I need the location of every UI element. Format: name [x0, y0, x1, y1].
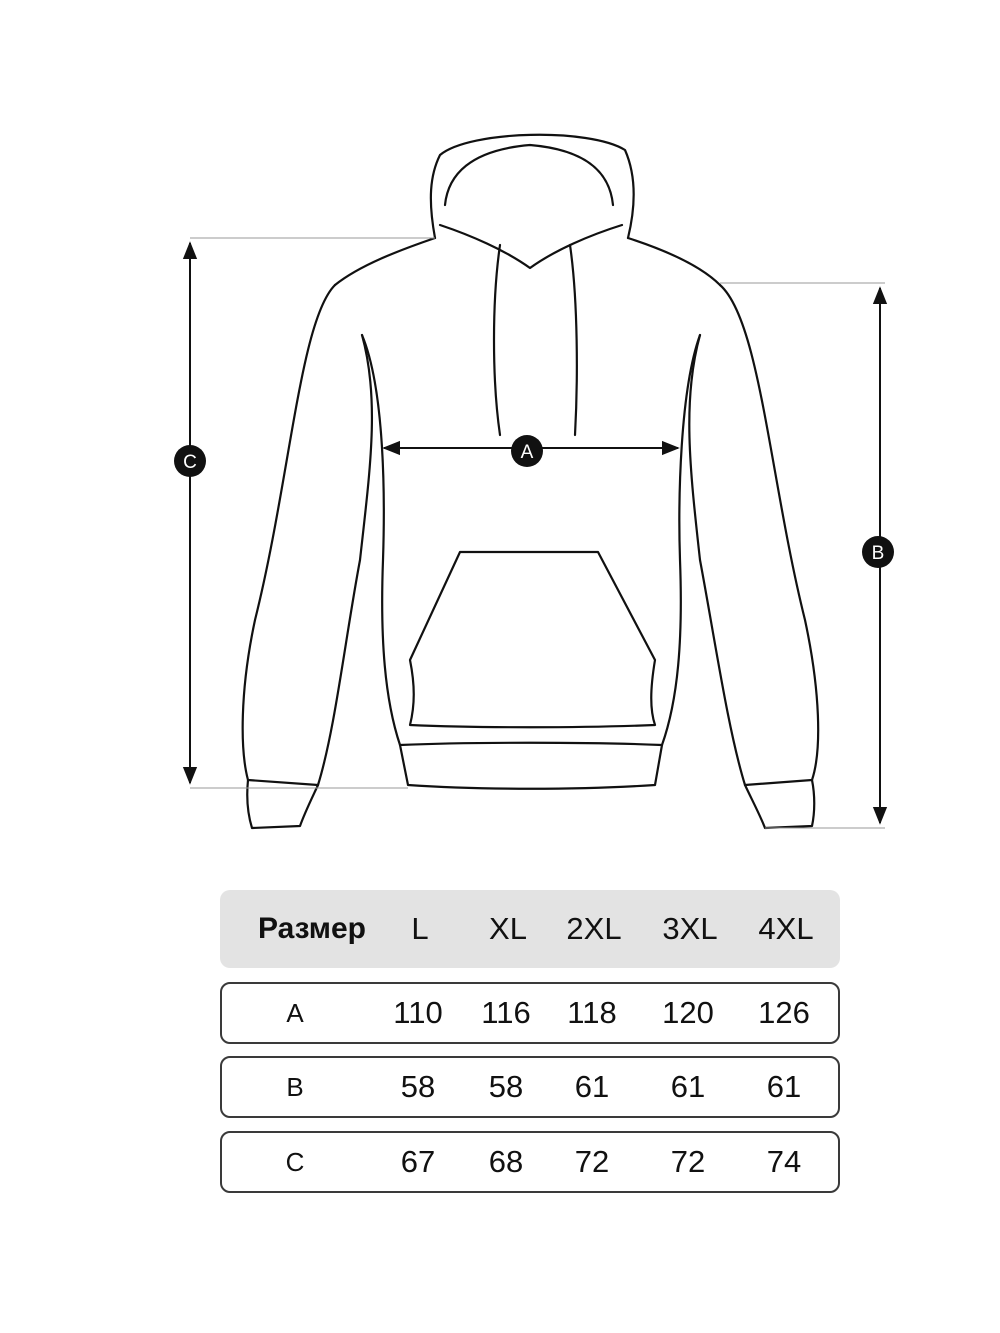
header-size-xl: XL	[489, 911, 527, 946]
torso-right-seam	[662, 335, 700, 745]
table-cell: 61	[766, 1069, 802, 1104]
drawstring-right	[570, 245, 577, 435]
label-badge-c	[174, 445, 206, 477]
table-cell: 61	[574, 1069, 610, 1104]
label-c-text: C	[183, 452, 197, 473]
label-badge-b	[862, 536, 894, 568]
table-cell: 118	[567, 995, 617, 1030]
size-table-header	[220, 890, 840, 968]
cuff-right	[745, 780, 814, 828]
drawstring-left	[494, 245, 500, 435]
header-size-l: L	[411, 911, 429, 946]
table-cell: 68	[488, 1144, 524, 1179]
torso-left-seam	[362, 335, 400, 745]
row-label-c: C	[285, 1146, 305, 1177]
table-cell: 110	[393, 995, 443, 1030]
table-row-b	[220, 1056, 840, 1118]
header-size-3xl: 3XL	[662, 911, 718, 946]
table-cell: 58	[400, 1069, 436, 1104]
hood-opening	[440, 225, 622, 268]
kangaroo-pocket	[410, 552, 655, 727]
shoulder-left	[335, 238, 435, 285]
header-size-label: Размер	[257, 912, 366, 945]
hood-inner-line	[445, 145, 613, 205]
table-cell: 116	[481, 995, 531, 1030]
table-cell: 58	[488, 1069, 524, 1104]
table-row-a	[220, 982, 840, 1044]
cuff-left	[247, 780, 318, 828]
table-cell: 72	[670, 1144, 706, 1179]
table-cell: 126	[758, 995, 810, 1030]
table-cell: 74	[766, 1144, 802, 1179]
table-cell: 61	[670, 1069, 706, 1104]
table-cell: 72	[574, 1144, 610, 1179]
hood-outline	[431, 135, 634, 238]
label-badge-a	[511, 435, 543, 467]
table-row-c	[220, 1131, 840, 1193]
waistband	[400, 743, 662, 789]
sleeve-left	[243, 285, 372, 785]
label-b-text: B	[871, 543, 885, 564]
table-cell: 120	[662, 995, 714, 1030]
header-size-2xl: 2XL	[566, 911, 622, 946]
sleeve-right	[689, 285, 818, 785]
row-label-b: B	[286, 1071, 304, 1102]
table-cell: 67	[400, 1144, 436, 1179]
header-size-4xl: 4XL	[758, 911, 814, 946]
label-a-text: A	[520, 442, 534, 463]
row-label-a: A	[286, 997, 304, 1028]
shoulder-right	[628, 238, 720, 285]
